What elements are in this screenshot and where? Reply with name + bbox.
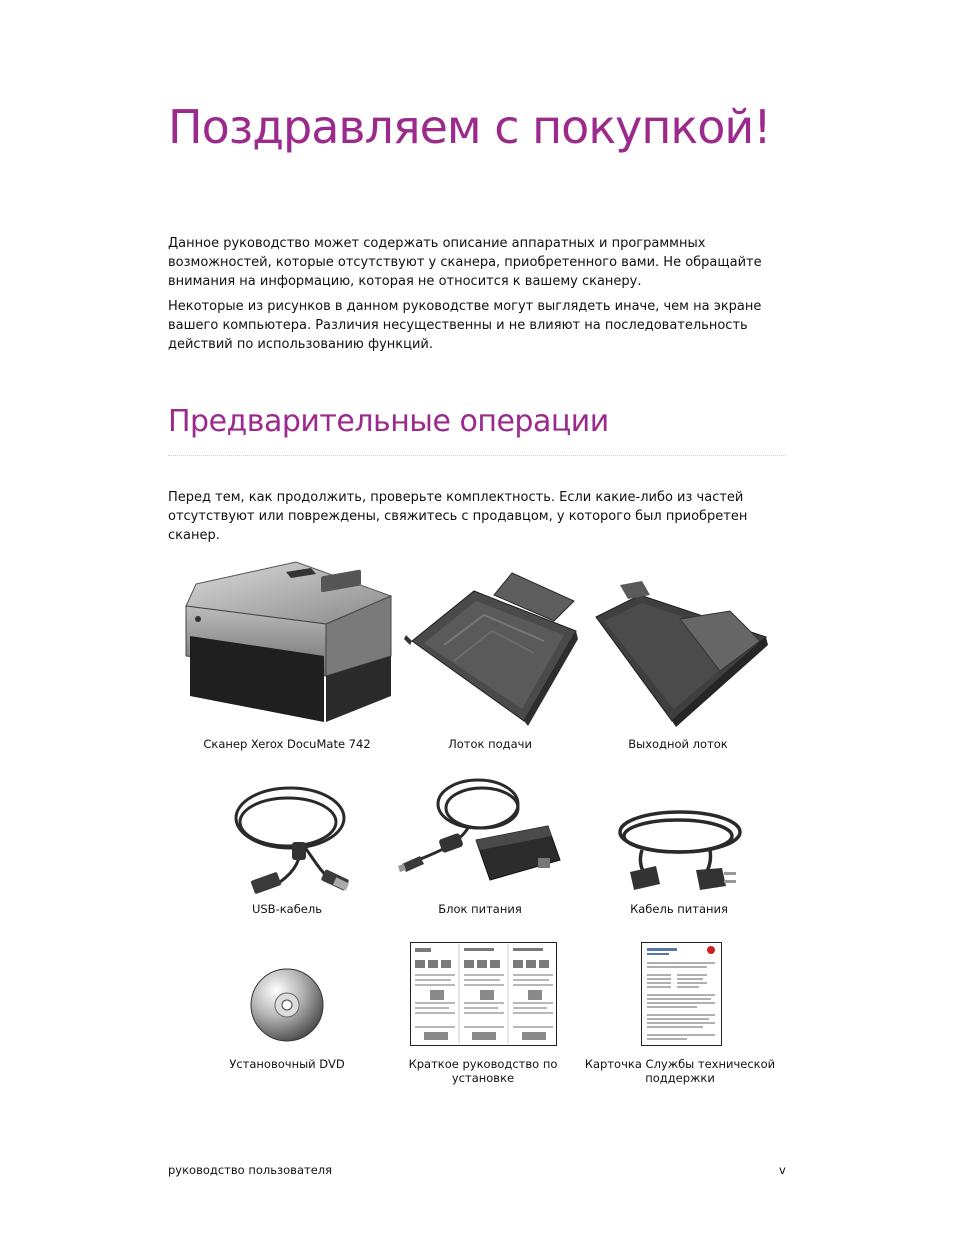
- caption-support-card: Карточка Службы технической поддержки: [584, 1057, 776, 1085]
- intro-paragraph-1: Данное руководство может содержать описание аппаратных и программных возможностей, которые отсутствуют у сканера, приобретенного вами. Не обращайте внимания на информацию, которая не относится к вашему сканеру.: [168, 236, 762, 289]
- footer-title: руководство пользователя: [168, 1163, 333, 1177]
- caption-quick-install-guide: Краткое руководство по установке: [408, 1057, 558, 1085]
- caption-power-supply: Блок питания: [438, 902, 522, 916]
- support-card-image: [641, 942, 722, 1046]
- section-title: Предварительные операции: [168, 404, 609, 439]
- power-supply-image: [398, 774, 562, 886]
- dvd-image: [249, 967, 325, 1043]
- power-cord-image: [612, 806, 746, 894]
- section-paragraph: Перед тем, как продолжить, проверьте комплектность. Если какие-либо из частей отсутствуют или повреждены, свяжитесь с продавцом, у которого был приобретен сканер.: [168, 490, 748, 543]
- intro-paragraph-2: Некоторые из рисунков в данном руководстве могут выглядеть иначе, чем на экране вашего компьютера. Различия несущественны и не влияют на последовательность действий по использованию функций.: [168, 299, 762, 352]
- caption-dvd: Установочный DVD: [229, 1057, 345, 1071]
- scanner-image: [176, 556, 398, 728]
- caption-scanner: Сканер Xerox DocuMate 742: [203, 737, 371, 751]
- footer-page-number: v: [779, 1163, 786, 1177]
- usb-cable-image: [230, 780, 352, 895]
- output-tray-image: [590, 581, 772, 727]
- quick-install-guide-image: [410, 942, 557, 1046]
- input-tray-image: [404, 571, 580, 726]
- caption-output-tray: Выходной лоток: [628, 737, 728, 751]
- caption-input-tray: Лоток подачи: [448, 737, 532, 751]
- caption-usb-cable: USB-кабель: [251, 902, 323, 916]
- caption-power-cord: Кабель питания: [630, 902, 728, 916]
- page-title: Поздравляем с покупкой!: [168, 100, 771, 154]
- section-divider: [168, 455, 786, 456]
